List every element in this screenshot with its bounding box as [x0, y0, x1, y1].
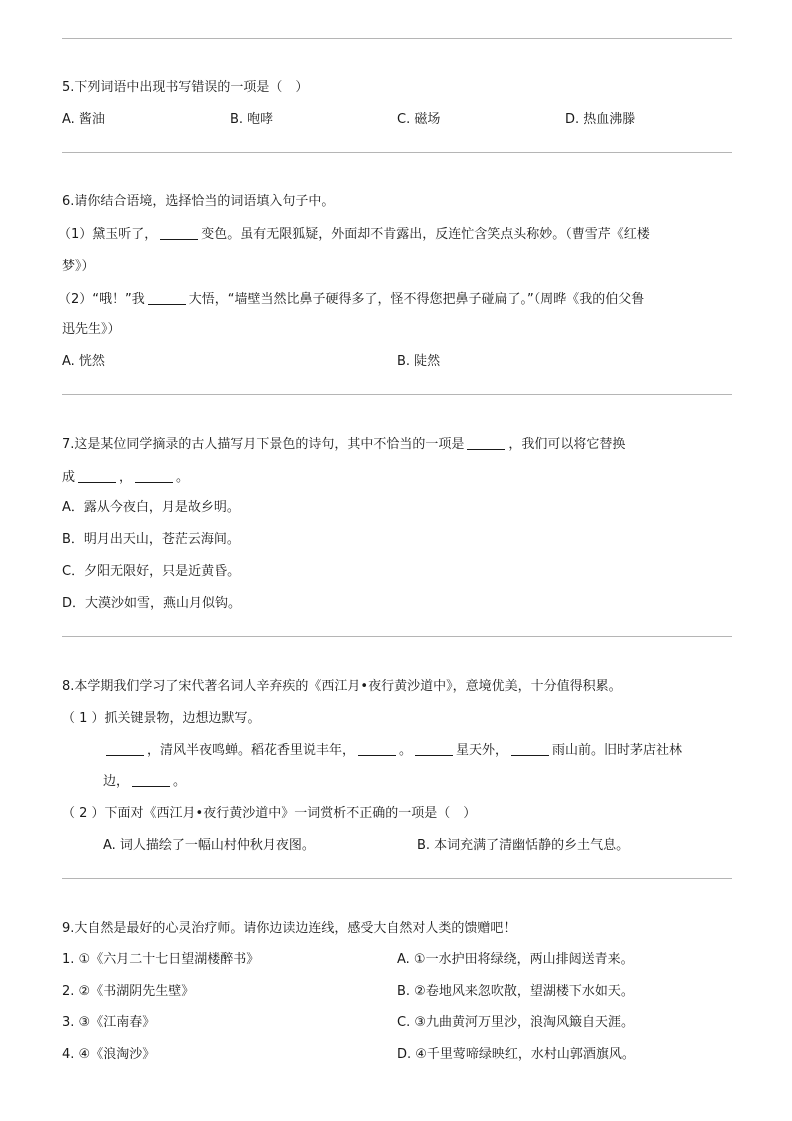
q6-sentence-2	[58, 290, 644, 310]
q9-left-item-1[interactable]: 1. ①《六月二十七日望湖楼醉书》	[62, 952, 260, 967]
q6-option-b[interactable]: B. 陡然	[397, 354, 441, 369]
q8-text: 雨山前。旧时茅店社林	[552, 743, 683, 758]
q9-right-item-b[interactable]: B. ②卷地风来忽吹散，望湖楼下水如天。	[397, 984, 634, 999]
q9-left-item-2[interactable]: 2. ②《书湖阴先生壁》	[62, 984, 195, 999]
q5-option-c[interactable]: C. 磁场	[397, 112, 441, 127]
q5-option-d[interactable]: D. 热血沸滕	[565, 112, 636, 127]
q8-poem-line-2	[103, 772, 186, 792]
q8-option-b[interactable]: B. 本词充满了清幽恬静的乡土气息。	[417, 838, 630, 853]
q6-blank-2[interactable]	[148, 290, 186, 305]
divider	[62, 878, 732, 879]
q7-line-2	[62, 468, 189, 488]
q7-option-d[interactable]: D．大漠沙如雪，燕山月似钩。	[62, 596, 242, 611]
divider	[62, 636, 732, 637]
q9-left-item-3[interactable]: 3. ③《江南春》	[62, 1015, 156, 1030]
q7-option-c[interactable]: C．夕阳无限好，只是近黄昏。	[62, 564, 241, 579]
q6-s2-text: （2）“哦！”我	[58, 292, 145, 307]
q8-blank-2[interactable]	[358, 741, 396, 756]
q6-s2-cont: 迅先生》）	[62, 322, 121, 337]
q8-text: 星天外，	[456, 743, 509, 758]
q7-text: 成	[62, 470, 76, 485]
q6-s1-text: 变色。虽有无限狐疑，外面却不肯露出，反连忙含笑点头称妙。（曹雪芹《红楼	[201, 227, 650, 242]
q6-s1-cont: 梦》）	[62, 259, 95, 274]
q7-blank-2[interactable]	[78, 468, 116, 483]
q7-text: ，	[119, 470, 133, 485]
q7-blank-3[interactable]	[135, 468, 173, 483]
q8-blank-4[interactable]	[511, 741, 549, 756]
divider	[62, 38, 732, 39]
q9-right-item-d[interactable]: D. ④千里莺啼绿映红，水村山郭酒旗风。	[397, 1047, 635, 1062]
q9-right-item-c[interactable]: C. ③九曲黄河万里沙，浪淘风簸自天涯。	[397, 1015, 634, 1030]
q6-blank-1[interactable]	[160, 225, 198, 240]
q9-right-item-a[interactable]: A. ①一水护田将绿绕，两山排闼送青来。	[397, 952, 634, 967]
q6-s2-text: 大悟，“墙壁当然比鼻子硬得多了，怪不得您把鼻子碰扁了。”（周晔《我的伯父鲁	[188, 292, 645, 307]
q6-option-a[interactable]: A. 恍然	[62, 354, 105, 369]
q7-option-a[interactable]: A．露从今夜白，月是故乡明。	[62, 500, 240, 515]
q9-left-item-4[interactable]: 4. ④《浪淘沙》	[62, 1047, 156, 1062]
q8-blank-5[interactable]	[132, 772, 170, 787]
q6-sentence-1	[58, 225, 650, 245]
q8-stem: 8.本学期我们学习了宋代著名词人辛弃疾的《西江月•夜行黄沙道中》，意境优美，十分值得积累。	[62, 679, 622, 694]
q7-text: 。	[176, 470, 190, 485]
q5-option-b[interactable]: B. 咆哮	[230, 112, 274, 127]
q8-text: 边，	[103, 774, 130, 789]
q7-option-b[interactable]: B．明月出天山，苍茫云海间。	[62, 532, 240, 547]
q8-part-1: （ 1 ）抓关键景物，边想边默写。	[62, 711, 261, 726]
q6-stem: 6.请你结合语境，选择恰当的词语填入句子中。	[62, 194, 335, 209]
q9-stem: 9.大自然是最好的心灵治疗师。请你边读边连线，感受大自然对人类的馈赠吧！	[62, 921, 517, 936]
divider	[62, 152, 732, 153]
q8-text: ，清风半夜鸣蝉。稻花香里说丰年，	[147, 743, 356, 758]
q5-stem: 5.下列词语中出现书写错误的一项是（ ）	[62, 80, 309, 95]
q5-option-a[interactable]: A. 酱油	[62, 112, 105, 127]
q7-blank-1[interactable]	[467, 435, 505, 450]
q8-text: 。	[173, 774, 187, 789]
divider	[62, 394, 732, 395]
q8-option-a[interactable]: A. 词人描绘了一幅山村仲秋月夜图。	[103, 838, 315, 853]
q8-part-2: （ 2 ）下面对《西江月•夜行黄沙道中》一词赏析不正确的一项是（ ）	[62, 806, 477, 821]
q6-s1-text: （1）黛玉听了，	[58, 227, 158, 242]
q8-text: 。	[399, 743, 413, 758]
q8-blank-3[interactable]	[415, 741, 453, 756]
q7-stem	[62, 435, 625, 455]
q8-blank-1[interactable]	[106, 741, 144, 756]
q7-stem-text: 7.这是某位同学摘录的古人描写月下景色的诗句，其中不恰当的一项是	[62, 437, 465, 452]
q8-poem-line-1	[103, 741, 682, 761]
q7-stem-text: ，我们可以将它替换	[508, 437, 626, 452]
